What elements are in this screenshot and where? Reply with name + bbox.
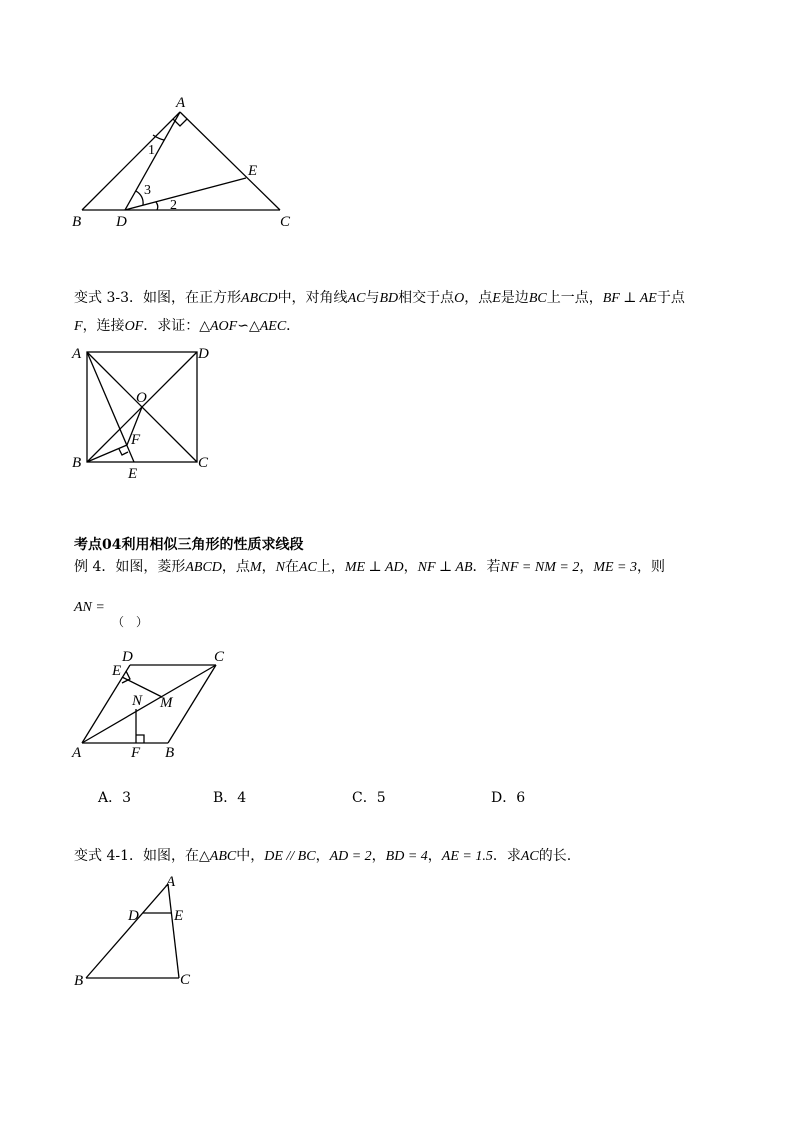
label-E: E	[112, 663, 122, 679]
math-ac: AC	[520, 849, 539, 864]
math-me: ME = 3	[593, 560, 637, 575]
text-segment: ，连接	[82, 318, 125, 334]
text-segment: ，	[579, 559, 594, 575]
problem-4-1-line1	[74, 846, 571, 867]
text-segment: 与	[365, 290, 380, 306]
text-segment: ．求	[492, 848, 521, 864]
math-bc: BC	[528, 291, 547, 306]
text-segment: ，点	[221, 559, 250, 575]
math-ad: AD = 2	[329, 849, 372, 864]
answer-lhs: AN =	[74, 600, 105, 615]
text-segment: 上一点，	[546, 290, 603, 306]
math-bd: BD	[379, 291, 399, 306]
label-A: A	[72, 745, 82, 760]
label-C: C	[198, 455, 209, 471]
label-E: E	[128, 466, 138, 482]
text-segment: 于点	[656, 290, 685, 306]
text-segment: 例 4．如图，菱形	[74, 559, 186, 575]
text-segment: ．求证：	[143, 318, 200, 334]
label-O: O	[136, 390, 147, 406]
text-segment: 相交于点	[398, 290, 455, 306]
text-segment: 变式 4-1．如图，在	[74, 848, 199, 864]
text-segment: ，	[371, 848, 386, 864]
text-segment: 是边	[500, 290, 529, 306]
math-bd: BD = 4	[385, 849, 428, 864]
label-C: C	[280, 214, 291, 230]
angle-label-2: 2	[170, 198, 177, 213]
text-segment: ，点	[464, 290, 493, 306]
math-n: N	[275, 560, 285, 575]
label-E: E	[174, 908, 184, 924]
example-4-line1	[74, 557, 665, 578]
text-segment: 上，	[316, 559, 345, 575]
math-nf-nm: NF = NM = 2	[500, 560, 580, 575]
text-segment: ，	[261, 559, 276, 575]
figure-right-triangle	[60, 90, 310, 235]
text-segment: 中，对角线	[277, 290, 348, 306]
math-f: F	[74, 319, 83, 334]
math-bf-perp-ae: BF ⊥ AE	[602, 291, 657, 306]
label-D: D	[116, 214, 127, 230]
math-de-parallel-bc: DE // BC	[264, 849, 316, 864]
label-A: A	[176, 95, 186, 111]
math-ac: AC	[347, 291, 366, 306]
problem-3-3-line2	[74, 316, 300, 337]
option-a[interactable]: A．3	[98, 790, 132, 806]
math-of: OF	[124, 319, 144, 334]
option-b[interactable]: B．4	[213, 790, 247, 806]
problem-3-3-line1	[74, 288, 685, 309]
label-D: D	[198, 346, 209, 362]
label-A: A	[72, 346, 82, 362]
math-ac: AC	[298, 560, 317, 575]
label-A: A	[166, 874, 176, 890]
math-me-perp-ad: ME ⊥ AD	[344, 560, 404, 575]
label-N: N	[132, 693, 143, 709]
text-segment: ．若	[472, 559, 501, 575]
text-segment: ，则	[637, 559, 665, 575]
label-F: F	[131, 745, 141, 760]
text-segment: ，	[427, 848, 442, 864]
text-segment: 在	[284, 559, 299, 575]
label-B: B	[74, 973, 84, 989]
label-B: B	[72, 214, 82, 230]
math-abcd: ABCD	[185, 560, 222, 575]
section-title: 考点04利用相似三角形的性质求线段	[74, 537, 304, 553]
option-c[interactable]: C．5	[352, 790, 386, 806]
label-C: C	[180, 972, 191, 988]
text-segment: 的长.	[538, 848, 572, 864]
answer-blank: （ ）	[112, 615, 149, 629]
math-similar: △AOF∽△AEC	[199, 319, 287, 334]
angle-label-3: 3	[144, 183, 151, 198]
label-D: D	[122, 649, 133, 665]
angle-label-1: 1	[148, 143, 155, 158]
text-segment: ．	[286, 318, 301, 334]
label-F: F	[131, 432, 141, 448]
text-segment: ，	[315, 848, 330, 864]
label-E: E	[248, 163, 258, 179]
figure-rhombus	[64, 645, 244, 760]
math-abcd: ABCD	[241, 291, 278, 306]
label-B: B	[165, 745, 175, 760]
math-m: M	[249, 560, 262, 575]
figure-square	[60, 338, 220, 486]
text-segment: ，	[403, 559, 418, 575]
math-ae: AE = 1.5	[441, 849, 493, 864]
math-nf-perp-ab: NF ⊥ AB	[417, 560, 473, 575]
math-e: E	[492, 291, 501, 306]
option-d[interactable]: D．6	[491, 790, 526, 806]
math-o: O	[454, 291, 465, 306]
label-B: B	[72, 455, 82, 471]
label-C: C	[214, 649, 225, 665]
figure-triangle-de-bc	[64, 870, 214, 995]
label-M: M	[160, 695, 173, 711]
label-D: D	[128, 908, 139, 924]
text-segment: 变式 3-3．如图，在正方形	[74, 290, 241, 306]
text-segment: 中，	[236, 848, 265, 864]
math-triangle-abc: △ABC	[199, 849, 237, 864]
